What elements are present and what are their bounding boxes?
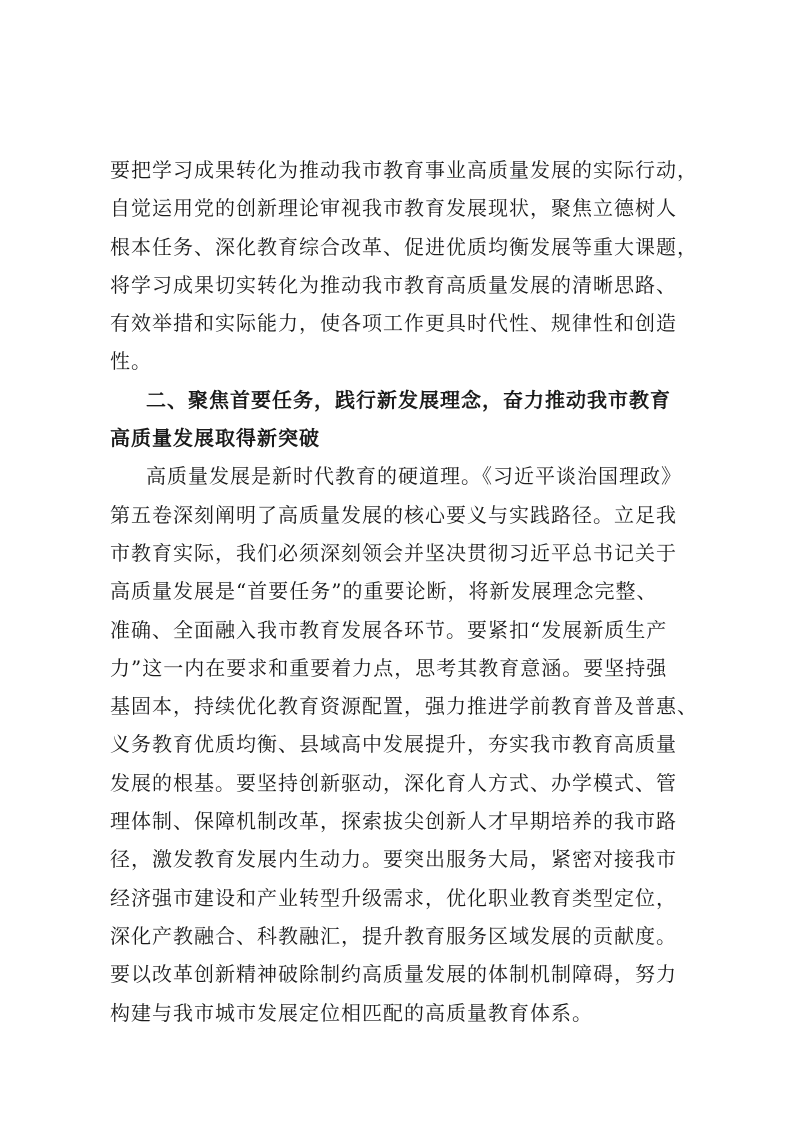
text-line: 深化产教融合、科教融汇，提升教育服务区域发展的贡献度。 xyxy=(110,923,677,948)
heading-line: 高质量发展取得新突破 xyxy=(110,426,320,451)
text-line: 高质量发展是“首要任务”的重要论断，将新发展理念完整、 xyxy=(110,579,658,604)
body-paragraph xyxy=(110,457,698,1031)
text-line: 根本任务、深化教育综合改革、促进优质均衡发展等重大课题， xyxy=(110,234,698,259)
text-line: 准确、全面融入我市教育发展各环节。要紧扣“发展新质生产 xyxy=(110,617,668,642)
text-line: 将学习成果切实转化为推动我市教育高质量发展的清晰思路、 xyxy=(110,272,677,297)
text-line: 基固本，持续优化教育资源配置，强力推进学前教育普及普惠、 xyxy=(110,694,698,719)
text-line: 第五卷深刻阐明了高质量发展的核心要义与实践路径。立足我 xyxy=(110,502,677,527)
text-line: 高质量发展是新时代教育的硬道理。《习近平谈治国理政》 xyxy=(146,464,682,489)
text-line: 要以改革创新精神破除制约高质量发展的体制机制障碍，努力 xyxy=(110,962,677,987)
text-line: 力”这一内在要求和重要着力点，思考其教育意涵。要坚持强 xyxy=(110,655,668,680)
text-line: 义务教育优质均衡、县域高中发展提升，夯实我市教育高质量 xyxy=(110,732,677,757)
text-line: 有效举措和实际能力，使各项工作更具时代性、规律性和创造 xyxy=(110,311,677,336)
text-line: 径，激发教育发展内生动力。要突出服务大局，紧密对接我市 xyxy=(110,847,677,872)
text-line: 自觉运用党的创新理论审视我市教育发展现状，聚焦立德树人 xyxy=(110,196,677,221)
text-line: 构建与我市城市发展定位相匹配的高质量教育体系。 xyxy=(110,1000,593,1025)
document-body xyxy=(110,151,698,1032)
paragraph-continuation xyxy=(110,151,698,381)
text-line: 性。 xyxy=(110,349,152,374)
text-line: 市教育实际，我们必须深刻领会并坚决贯彻习近平总书记关于 xyxy=(110,540,677,565)
text-line: 发展的根基。要坚持创新驱动，深化育人方式、办学模式、管 xyxy=(110,770,677,795)
text-line: 经济强市建设和产业转型升级需求，优化职业教育类型定位， xyxy=(110,885,677,910)
section-heading xyxy=(110,381,690,458)
heading-line: 二、聚焦首要任务，践行新发展理念，奋力推动我市教育 xyxy=(146,387,671,412)
text-line: 要把学习成果转化为推动我市教育事业高质量发展的实际行动， xyxy=(110,158,698,182)
text-line: 理体制、保障机制改革，探索拔尖创新人才早期培养的我市路 xyxy=(110,809,677,834)
